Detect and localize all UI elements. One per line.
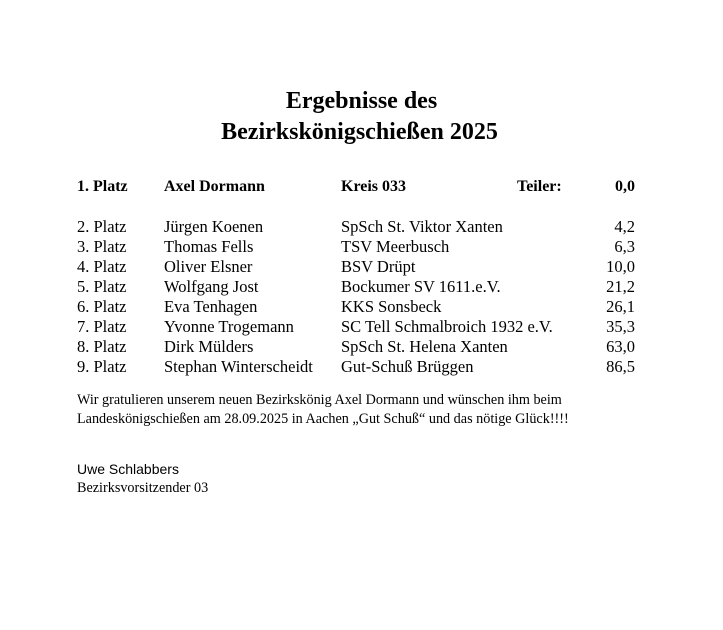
result-row xyxy=(0,237,723,257)
result-name: Jürgen Koenen xyxy=(164,217,264,236)
result-score: 35,3 xyxy=(606,317,635,336)
result-place: 9. Platz xyxy=(77,357,127,376)
result-club: Gut-Schuß Brüggen xyxy=(341,357,474,376)
result-place: 8. Platz xyxy=(77,337,127,356)
result-score: 63,0 xyxy=(606,337,635,356)
congratulation-line-2: Landeskönigschießen am 28.09.2025 in Aachen „Gut Schuß“ und das nötige Glück!!!! xyxy=(77,411,569,427)
result-place: 5. Platz xyxy=(77,277,127,296)
result-club: Bockumer SV 1611.e.V. xyxy=(341,277,501,296)
title-line-2: Bezirkskönigschießen 2025 xyxy=(221,119,498,145)
result-place: 6. Platz xyxy=(77,297,127,316)
winner-name: Axel Dormann xyxy=(164,178,265,195)
winner-place: 1. Platz xyxy=(77,178,128,195)
result-score: 4,2 xyxy=(614,217,635,236)
result-club: BSV Drüpt xyxy=(341,257,416,276)
winner-score: 0,0 xyxy=(615,178,635,195)
result-row xyxy=(0,297,723,317)
result-place: 2. Platz xyxy=(77,217,127,236)
congratulation-text xyxy=(77,391,677,429)
result-score: 10,0 xyxy=(606,257,635,276)
result-club: KKS Sonsbeck xyxy=(341,297,442,316)
congratulation-line-1: Wir gratulieren unserem neuen Bezirkskönig Axel Dormann und wünschen ihm beim xyxy=(77,392,562,408)
result-place: 7. Platz xyxy=(77,317,127,336)
result-club: SpSch St. Viktor Xanten xyxy=(341,217,503,236)
result-score: 21,2 xyxy=(606,277,635,296)
result-name: Stephan Winterscheidt xyxy=(164,357,313,376)
result-name: Eva Tenhagen xyxy=(164,297,258,316)
result-place: 4. Platz xyxy=(77,257,127,276)
title-line-1: Ergebnisse des xyxy=(285,88,438,114)
result-row xyxy=(0,357,723,377)
result-place: 3. Platz xyxy=(77,237,127,256)
result-row xyxy=(0,337,723,357)
result-club: SC Tell Schmalbroich 1932 e.V. xyxy=(341,317,553,336)
result-row xyxy=(0,317,723,337)
result-score: 86,5 xyxy=(606,357,635,376)
winner-score-label: Teiler: xyxy=(517,178,562,195)
result-club: TSV Meerbusch xyxy=(341,237,450,256)
result-name: Dirk Mülders xyxy=(164,337,254,356)
result-score: 6,3 xyxy=(614,237,635,256)
result-row xyxy=(0,257,723,277)
result-name: Thomas Fells xyxy=(164,237,254,256)
result-name: Wolfgang Jost xyxy=(164,277,259,296)
result-club: SpSch St. Helena Xanten xyxy=(341,337,508,356)
result-name: Oliver Elsner xyxy=(164,257,253,276)
result-row xyxy=(0,277,723,297)
signature-role: Bezirksvorsitzender 03 xyxy=(77,480,209,496)
result-score: 26,1 xyxy=(606,297,635,316)
winner-row xyxy=(0,177,723,197)
result-row xyxy=(0,217,723,237)
winner-club: Kreis 033 xyxy=(341,178,407,195)
result-name: Yvonne Trogemann xyxy=(164,317,294,336)
signature-name: Uwe Schlabbers xyxy=(77,461,179,477)
